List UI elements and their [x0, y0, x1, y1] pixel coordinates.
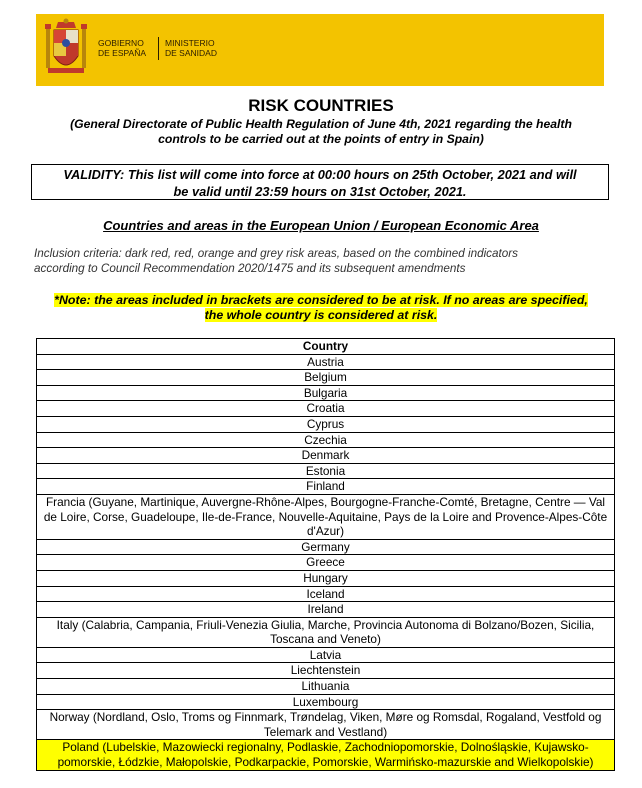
- table-row: [37, 570, 615, 586]
- country-cell: Belgium: [37, 370, 615, 386]
- country-cell: Ireland: [37, 602, 615, 618]
- ministry-line-1: MINISTERIO: [165, 38, 215, 48]
- government-line-2: DE ESPAÑA: [98, 48, 147, 58]
- country-cell: Croatia: [37, 401, 615, 417]
- table-row: [37, 679, 615, 695]
- table-row: [37, 647, 615, 663]
- country-cell: Francia (Guyane, Martinique, Auvergne-Rhône-Alpes, Bourgogne-Franche-Comté, Bretagne, Centre — Val de Loire, Corse, Guadeloupe, Ile-de-France, Nouvelle-Aquitaine, Pays de la Loire and Provence-Alpes-Côte d'Azur): [37, 494, 615, 539]
- criteria-line-1: Inclusion criteria: dark red, red, orange and grey risk areas, based on the combined indicators: [34, 247, 518, 260]
- table-row: [37, 539, 615, 555]
- table-row: [37, 555, 615, 571]
- criteria-line-2: according to Council Recommendation 2020/1475 and its subsequent amendments: [34, 262, 466, 275]
- country-cell: Poland (Lubelskie, Mazowiecki regionalny, Podlaskie, Zachodniopomorskie, Dolnośląskie, Kujawsko-pomorskie, Łódzkie, Małopolskie, Podkarpackie, Pomorskie, Warmińsko-mazurskie and Wielkopolskie): [37, 740, 615, 770]
- country-cell: Liechtenstein: [37, 663, 615, 679]
- validity-line-2: be valid until 23:59 hours on 31st October, 2021.: [173, 184, 467, 199]
- table-row: [37, 710, 615, 740]
- country-cell: Iceland: [37, 586, 615, 602]
- table-row: [37, 586, 615, 602]
- subtitle-line-2: controls to be carried out at the points of entry in Spain): [158, 132, 484, 146]
- country-table: [36, 338, 615, 771]
- subtitle-line-1: (General Directorate of Public Health Regulation of June 4th, 2021 regarding the health: [70, 117, 572, 131]
- table-row: [37, 479, 615, 495]
- table-row: [37, 416, 615, 432]
- country-cell: Greece: [37, 555, 615, 571]
- table-row: [37, 370, 615, 386]
- note-line-2: the whole country is considered at risk.: [204, 308, 438, 322]
- table-row: [37, 663, 615, 679]
- table-row: [37, 432, 615, 448]
- ministry-line-2: DE SANIDAD: [165, 48, 217, 58]
- country-cell: Cyprus: [37, 416, 615, 432]
- country-cell: Czechia: [37, 432, 615, 448]
- country-cell: Italy (Calabria, Campania, Friuli-Venezia Giulia, Marche, Provincia Autonoma di Bolzano/Bozen, Sicilia, Toscana and Veneto): [37, 617, 615, 647]
- note-line-1: *Note: the areas included in brackets are considered to be at risk. If no areas are specified,: [54, 293, 588, 307]
- country-rows: [37, 354, 615, 770]
- table-row: [37, 463, 615, 479]
- country-cell: Bulgaria: [37, 385, 615, 401]
- table-row: [37, 494, 615, 539]
- validity-line-1: VALIDITY: This list will come into force at 00:00 hours on 25th October, 2021 and will: [63, 167, 577, 182]
- country-cell: Austria: [37, 354, 615, 370]
- country-cell: Lithuania: [37, 679, 615, 695]
- country-cell: Latvia: [37, 647, 615, 663]
- country-column-header: Country: [37, 339, 615, 355]
- section-heading: Countries and areas in the European Union / European Economic Area: [103, 218, 539, 233]
- table-row: [37, 694, 615, 710]
- table-row: [37, 740, 615, 770]
- table-row: [37, 602, 615, 618]
- table-row: [37, 401, 615, 417]
- table-row: [37, 385, 615, 401]
- table-row: [37, 354, 615, 370]
- country-cell: Estonia: [37, 463, 615, 479]
- country-cell: Germany: [37, 539, 615, 555]
- country-cell: Norway (Nordland, Oslo, Troms og Finnmark, Trøndelag, Viken, Møre og Romsdal, Rogaland, Vestfold og Telemark and Vestland): [37, 710, 615, 740]
- country-cell: Denmark: [37, 448, 615, 464]
- country-cell: Finland: [37, 479, 615, 495]
- page-title: RISK COUNTRIES: [248, 96, 394, 115]
- country-cell: Luxembourg: [37, 694, 615, 710]
- table-header-row: [37, 339, 615, 355]
- table-row: [37, 448, 615, 464]
- table-row: [37, 617, 615, 647]
- country-cell: Hungary: [37, 570, 615, 586]
- government-line-1: GOBIERNO: [98, 38, 144, 48]
